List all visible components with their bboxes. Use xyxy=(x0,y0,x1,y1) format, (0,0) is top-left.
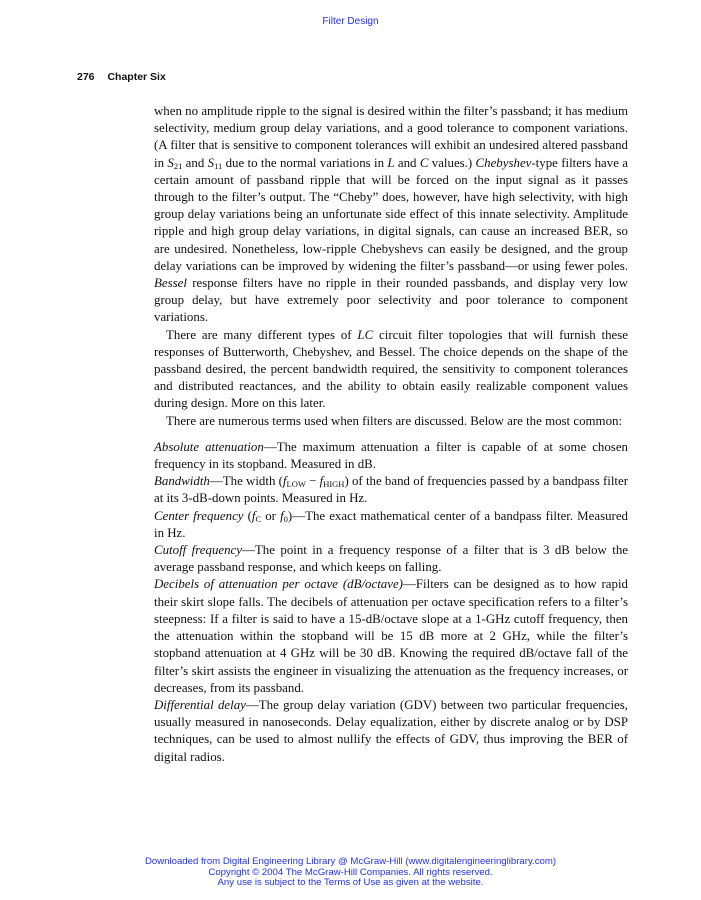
terms-list xyxy=(154,439,628,766)
term-absolute-attenuation: Absolute attenuation—The maximum attenuation a filter is capable of at some chosen frequency in its stopband. Measured in dB. xyxy=(154,439,628,472)
footer-terms-link[interactable]: Any use is subject to the Terms of Use as given at the website. xyxy=(217,877,484,888)
term-cutoff-frequency: Cutoff frequency—The point in a frequency response of a filter that is 3 dB below the average passband response, and which keeps on falling. xyxy=(154,543,629,575)
term-differential-delay: Differential delay—The group delay variation (GDV) between two particular frequencies, usually measured in nanoseconds. Delay equalization, either by discrete analog or by DSP techniques, can be used to almost nullify the effects of GDV, thus improving the BER of digital radios. xyxy=(154,697,628,764)
chapter-label: Chapter Six xyxy=(107,71,166,83)
footer-notice xyxy=(0,857,701,889)
paragraph-topologies: There are many different types of LC circuit filter topologies that will furnish these responses of Butterworth, Chebyshev, and Bessel. The choice depends on the shape of the passband desired, the percent bandwidth required, the sensitivity to component tolerances and distributed reactances, and the ability to obtain easily realizable component values during design. More on this later. xyxy=(154,327,628,411)
paragraph-filter-types: when no amplitude ripple to the signal is desired within the filter’s passband; it has medium selectivity, medium group delay variations, and a good tolerance to component variations. (A filter that is sensitive to component tolerances will exhibit an undesired altered passband in $S_{21}$ and $S_{11}$ due to the normal variations in L and C values.) Chebyshev-type filters have a certain amount of passband ripple that will be forced on the input signal as it passes through to the filter’s output. The “Cheby” does, however, have high selectivity, with high group delay variations being an unfortunate side effect of this innate selectivity. Amplitude ripple and high group delay variations, in digital signals, can cause an increased BER, so are undesired. Nonetheless, low-ripple Chebyshevs can easily be designed, and the group delay variations can be improved by widening the filter’s passband—or using fewer poles. Bessel response filters have no ripple in their rounded passbands, and display very low group delay, but have extremely poor selectivity and poor tolerance to component variations. xyxy=(154,104,629,325)
footer-copyright: Copyright © 2004 The McGraw-Hill Companies. All rights reserved. xyxy=(208,866,493,878)
running-header-title: Filter Design xyxy=(322,16,379,27)
term-center-frequency: Center frequency ($f_C$ or $f_0)—The$ exact mathematical center of a bandpass filter. Measured in Hz. xyxy=(154,508,628,540)
term-decibels-per-octave: Decibels of attenuation per octave (dB/octave)—Filters can be designed as to how rapid their skirt slope falls. The decibels of attenuation per octave specification refers to a filter’s steepness: If a filter is said to have a 15-dB/octave slope at a 1-GHz cutoff frequency, then the attenuation within the stopband will be 15 dB more at 2 GHz, while the filter’s stopband attenuation at 4 GHz will be 30 dB. Knowing the required dB/octave fall of the filter’s skirt assists the engineer in visualizing the attenuation as the frequency increases, or decreases, from its passband. xyxy=(154,577,628,695)
footer-download-link[interactable]: Downloaded from Digital Engineering Library @ McGraw-Hill (www.digitalengineeringlibrary.com) xyxy=(144,856,557,867)
paragraph-terms-intro: There are numerous terms used when filters are discussed. Below are the most common: xyxy=(166,413,623,428)
page-number: 276 xyxy=(77,71,95,83)
term-bandwidth: Bandwidth—The width $(f_{LOW} - f_{HIGH})$ of the band of frequencies passed by a bandpass filter at its 3-dB-down points. Measured in Hz. xyxy=(154,474,628,506)
page-body xyxy=(154,103,628,766)
page-running-head xyxy=(77,71,176,83)
